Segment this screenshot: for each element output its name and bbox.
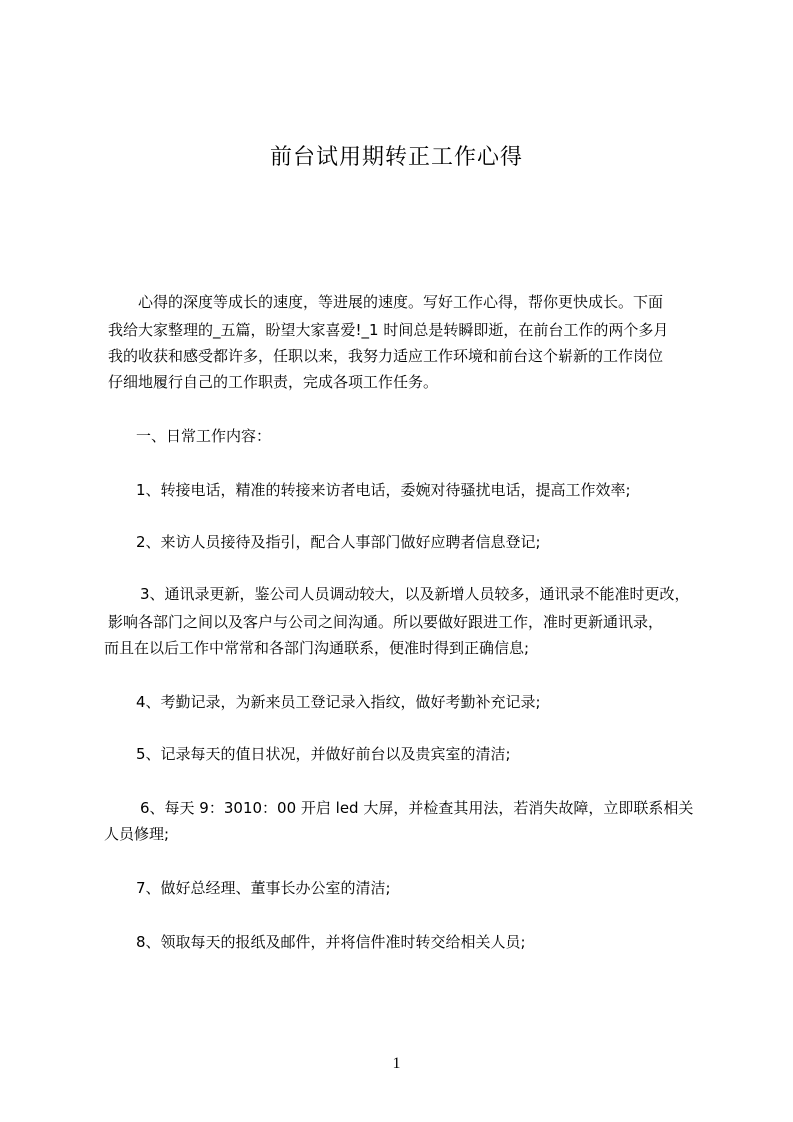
intro-line-3: 我的收获和感受都许多，任职以来，我努力适应工作环境和前台这个崭新的工作岗位	[108, 347, 664, 365]
document-title: 前台试用期转正工作心得	[269, 145, 523, 170]
intro-line-1: 心得的深度等成长的速度，等进展的速度。写好工作心得，帮你更快成长。下面	[138, 293, 664, 311]
item-7: 7、做好总经理、董事长办公室的清洁;	[136, 879, 391, 897]
item-8: 8、领取每天的报纸及邮件，并将信件准时转交给相关人员;	[136, 933, 526, 951]
item-3-line-1: 3、通讯录更新，鉴公司人员调动较大，以及新增人员较多，通讯录不能准时更改，	[140, 585, 690, 603]
item-2: 2、来访人员接待及指引，配合人事部门做好应聘者信息登记;	[136, 533, 541, 551]
item-3-line-2: 影响各部门之间以及客户与公司之间沟通。所以要做好跟进工作，准时更新通讯录，	[108, 613, 664, 631]
item-5: 5、记录每天的值日状况，并做好前台以及贵宾室的清洁;	[136, 745, 511, 763]
intro-line-4: 仔细地履行自己的工作职责，完成各项工作任务。	[108, 373, 439, 391]
intro-line-2: 我给大家整理的_五篇，盼望大家喜爱!_1 时间总是转瞬即逝，在前台工作的两个多月	[108, 321, 669, 339]
item-3-line-3: 而且在以后工作中常常和各部门沟通联系，便准时得到正确信息;	[104, 639, 530, 657]
section-heading: 一、日常工作内容：	[136, 427, 272, 445]
item-4: 4、考勤记录，为新来员工登记录入指纹，做好考勤补充记录;	[136, 693, 541, 711]
item-6-line-2: 人员修理;	[104, 825, 170, 843]
item-1: 1、转接电话，精准的转接来访者电话，委婉对待骚扰电话，提高工作效率;	[136, 481, 631, 499]
page-number: 1	[392, 1055, 401, 1072]
item-6-line-1: 6、每天 9：3010：00 开启 led 大屏，并检查其用法，若消失故障，立即联系相关	[140, 799, 694, 817]
